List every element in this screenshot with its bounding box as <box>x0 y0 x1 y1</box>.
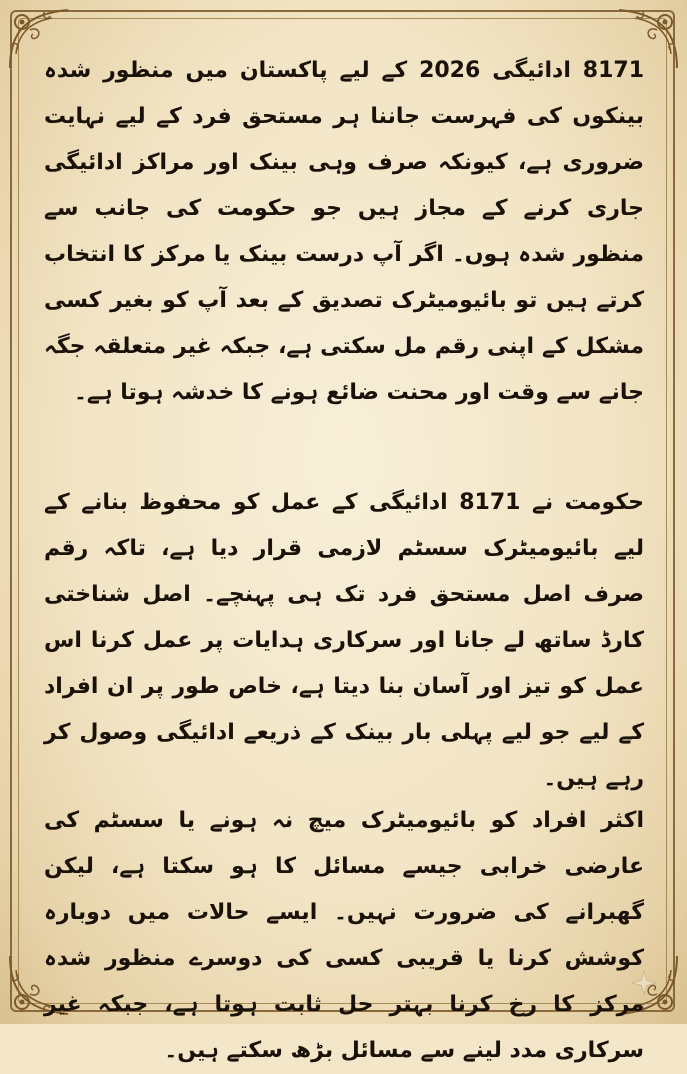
paragraph-2: حکومت نے 8171 ادائیگی کے عمل کو محفوظ بنانے کے لیے بائیومیٹرک سسٹم لازمی قرار دیا ہے، تاکہ رقم صرف اصل مستحق فرد تک ہی پہنچے۔ اصل شناختی کارڈ ساتھ لے جانا اور سرکاری ہدایات پر عمل کرنا اس عمل کو تیز اور آسان بنا دیتا ہے، خاص طور پر ان افراد کے لیے جو لیے پہلی بار بینک کے ذریعے ادائیگی وصول کر رہے ہیں۔ <box>44 490 644 791</box>
paragraph-1: 8171 ادائیگی 2026 کے لیے پاکستان میں منظور شدہ بینکوں کی فہرست جاننا ہر مستحق فرد کے لیے نہایت ضروری ہے، کیونکہ صرف وہی بینک اور مراکز ادائیگی جاری کرنے کے مجاز ہیں جو حکومت کی جانب سے منظور شدہ ہوں۔ اگر آپ درست بینک یا مرکز کا انتخاب کرتے ہیں تو بائیومیٹرک تصدیق کے بعد آپ کو بغیر کسی مشکل کے اپنی رقم مل سکتی ہے، جبکہ غیر متعلقہ جگہ جانے سے وقت اور محنت ضائع ہونے کا خدشہ ہوتا ہے۔ <box>44 58 644 405</box>
paragraph-3: اکثر افراد کو بائیومیٹرک میچ نہ ہونے یا سسٹم کی عارضی خرابی جیسے مسائل کا ہو سکتا ہے، لیکن گھبرانے کی ضرورت نہیں۔ ایسے حالات میں دوبارہ کوشش کرنا یا قریبی کسی کی دوسرے منظور شدہ مرکز کا رخ کرنا بہتر حل ثابت ہوتا ہے، جبکہ غیر سرکاری مدد لینے سے مسائل بڑھ سکتے ہیں۔ <box>44 808 644 1063</box>
sparkle-icon <box>631 970 657 996</box>
